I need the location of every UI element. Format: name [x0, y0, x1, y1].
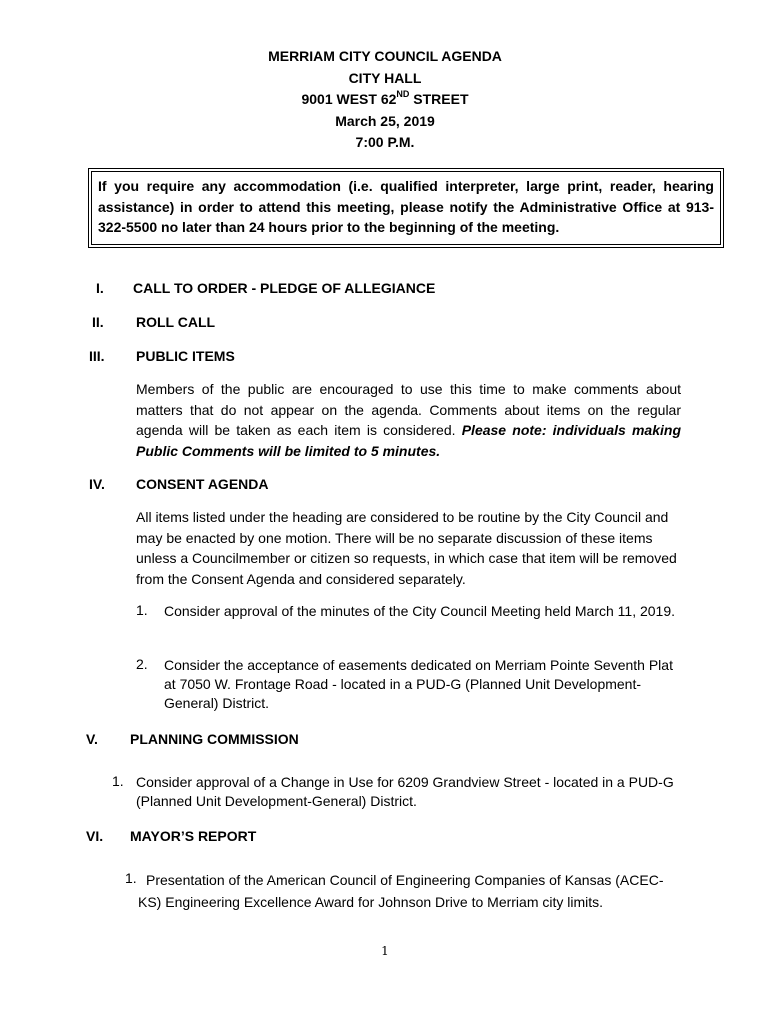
- meeting-time: 7:00 P.M.: [355, 134, 415, 150]
- list-item-number: 1.: [112, 773, 124, 789]
- agenda-title: MERRIAM CITY COUNCIL AGENDA: [268, 48, 502, 64]
- consent-agenda-paragraph: All items listed under the heading are considered to be routine by the City Council and may be enacted by one motion. There will be no separate discussion of these items unless a Councilmember or citizen so requests, in which case that item will be removed from the Consent Agenda and considered separately.: [136, 509, 677, 587]
- section-number: III.: [89, 348, 105, 364]
- section-number: V.: [86, 731, 98, 747]
- section-title-call-to-order: CALL TO ORDER - PLEDGE OF ALLEGIANCE: [133, 280, 436, 296]
- mayor-item-award-presentation: Presentation of the American Council of Engineering Companies of Kansas (ACEC-KS) Engineering Excellence Award for Johnson Drive to Merriam city limits.: [138, 872, 664, 910]
- public-comment-limit-note: Please note: individuals making Public Comments will be limited to 5 minutes.: [136, 422, 681, 459]
- section-title-consent-agenda: CONSENT AGENDA: [136, 476, 269, 492]
- section-number: I.: [96, 280, 104, 296]
- section-title-public-items: PUBLIC ITEMS: [136, 348, 235, 364]
- venue-name: CITY HALL: [348, 69, 422, 86]
- section-title-planning-commission: PLANNING COMMISSION: [130, 731, 299, 747]
- list-item-number: 2.: [136, 656, 148, 672]
- consent-item-minutes: Consider approval of the minutes of the City Council Meeting held March 11, 2019.: [164, 603, 676, 619]
- agenda-header: [0, 46, 770, 154]
- list-item-number: 1.: [125, 870, 137, 886]
- public-items-paragraph: Members of the public are encouraged to use this time to make comments about matters that do not appear on the agenda. Comments about items on the regular agenda will be taken as each item is considered. Please note: individuals making Public Comments will be limited to 5 minutes.: [136, 381, 681, 459]
- section-title-mayors-report: MAYOR’S REPORT: [130, 828, 257, 844]
- section-number: II.: [92, 314, 104, 330]
- list-item-number: 1.: [136, 602, 148, 618]
- section-title-roll-call: ROLL CALL: [136, 314, 216, 330]
- meeting-date: March 25, 2019: [335, 112, 435, 129]
- accommodation-notice-text: If you require any accommodation (i.e. qualified interpreter, large print, reader, hearing assistance) in order to attend this meeting, please notify the Administrative Office at 913-322-5500 no later than 24 hours prior to the beginning of the meeting.: [91, 171, 721, 245]
- planning-item-change-in-use: Consider approval of a Change in Use for 6209 Grandview Street - located in a PUD-G (Planned Unit Development-General) District.: [136, 774, 674, 809]
- consent-item-easements: Consider the acceptance of easements dedicated on Merriam Pointe Seventh Plat at 7050 W. Frontage Road - located in a PUD-G (Planned Unit Development-General) District.: [164, 657, 673, 711]
- section-number: VI.: [86, 828, 104, 844]
- page-number: 1: [381, 944, 389, 958]
- venue-address: 9001 WEST 62ND STREET: [301, 89, 469, 107]
- section-number: IV.: [89, 476, 105, 492]
- accommodation-notice-box: [88, 168, 724, 248]
